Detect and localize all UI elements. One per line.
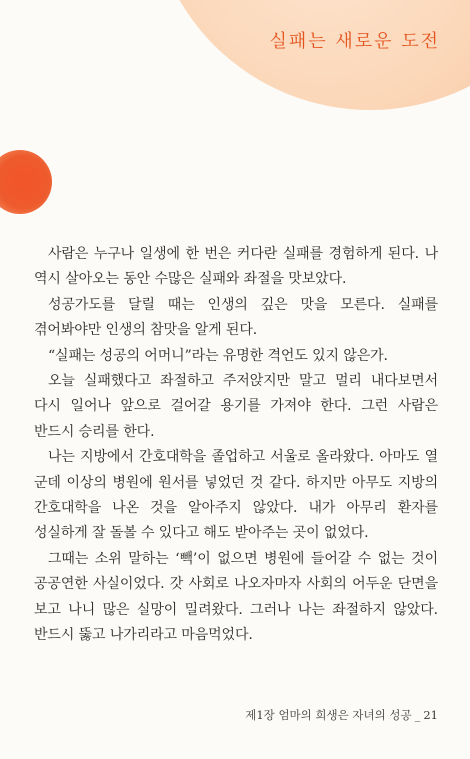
paragraph-1: 사람은 누구나 일생에 한 번은 커다란 실패를 경험하게 된다. 나 역시 살아오는 동안 수많은 실패와 좌절을 맛보았다. [34,246,438,288]
decorative-orange-arc [150,0,470,110]
footer-chapter-title: 제1장 엄마의 희생은 자녀의 성공 [245,708,412,722]
decorative-orange-dot [0,150,52,214]
paragraph-2: 성공가도를 달릴 때는 인생의 깊은 맛을 모른다. 실패를 겪어봐야만 인생의 참맛을 알게 된다. [34,296,438,339]
paragraph-6: 그때는 소위 말하는 ‘빽’이 없으면 병원에 들어갈 수 없는 것이 공공연한 사실이었다. 갓 사회로 나오자마자 사회의 어두운 단면을 보고 나니 많은 실망이 밀려왔다. 그러나 나는 좌절하지 않았다. 반드시 뚫고 나가리라고 마음먹었다. [34,550,438,644]
footer-separator: _ [414,708,421,722]
paragraph-3: “실패는 성공의 어머니”라는 유명한 격언도 있지 않은가. [48,347,388,364]
page-footer [245,707,438,723]
body-text [34,242,438,649]
paragraph-4: 오늘 실패했다고 좌절하고 주저앉지만 말고 멀리 내다보면서 다시 일어나 앞으로 걸어갈 용기를 가져야 한다. 그런 사람은 반드시 승리를 한다. [34,373,438,440]
page-number: 21 [423,708,438,722]
paragraph-5: 나는 지방에서 간호대학을 졸업하고 서울로 올라왔다. 아마도 열 군데 이상의 병원에 원서를 넣었던 것 같다. 하지만 아무도 지방의 간호대학을 나온 것을 알아주지 않았다. 내가 아무리 환자를 성실하게 잘 돌볼 수 있다고 해도 받아주는 곳이 없었다. [34,449,438,542]
page-title: 실패는 새로운 도전 [269,31,440,52]
